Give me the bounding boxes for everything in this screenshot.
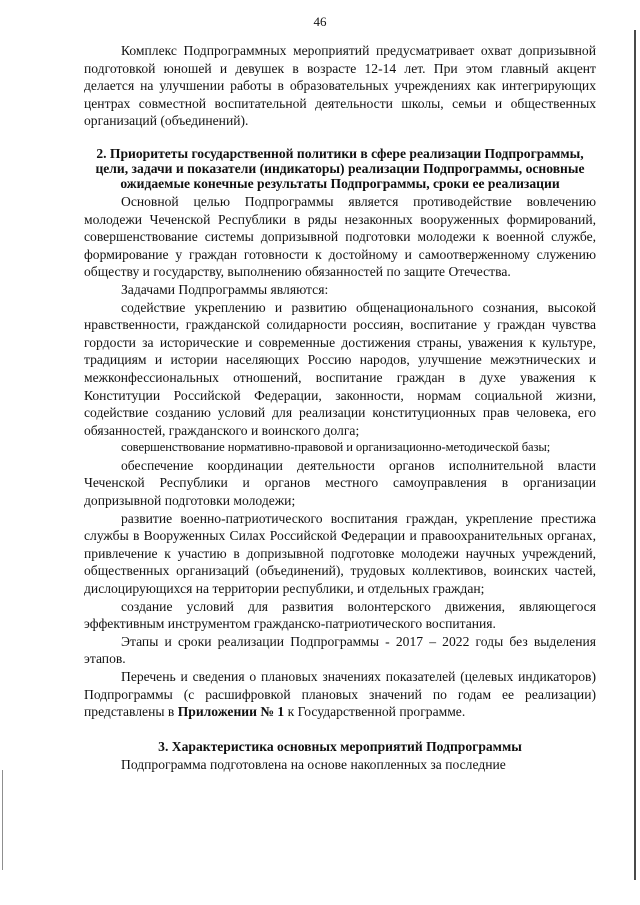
tasks-intro: Задачами Подпрограммы являются: <box>121 281 329 297</box>
task-item-4: развитие военно-патриотического воспитания граждан, укрепление престижа службы в Вооруженных Силах Российской Федерации и правоохранительных органах, привлечение к участию в допризывной подготовке молодежи научных учреждений, общественных организаций (объединений), трудовых коллективов, воинских частей, дислоцирующихся на территории республики, и отдельных граждан; <box>84 510 596 597</box>
task-item-1: содействие укреплению и развитию общенационального сознания, высокой нравственности, гражданской солидарности россиян, воспитание у граждан чувства гордости за исторические и современные достижения страны, уважения к культуре, традициям и истории населяющих Россию народов, улучшение межэтнических и межконфессиональных отношений, воспитание граждан в духе уважения к Конституции Российской Федерации, законности, нормам социальной жизни, содействие созданию условий для реализации конституционных прав человека, его обязанностей, гражданского и воинского долга; <box>84 299 596 438</box>
task-item-2: совершенствование нормативно-правовой и организационно-методической базы; <box>121 440 551 455</box>
task-item-3: обеспечение координации деятельности органов исполнительной власти Чеченской Республики и органов местного самоуправления в организации допризывной подготовки молодежи; <box>84 457 596 509</box>
goal-paragraph: Основной целью Подпрограммы является противодействие вовлечению молодежи Чеченской Республики в ряды незаконных вооруженных формирований, совершенствование системы допризывной подготовки молодежи к военной службе, формирование у граждан готовности к достойному и самоотверженному служению обществу и государству, выполнению обязанностей по защите Отечества. <box>84 193 596 280</box>
page-number: 46 <box>313 14 327 29</box>
indicators-paragraph <box>84 668 596 721</box>
document-body <box>84 42 596 773</box>
appendix-reference: Приложении № 1 <box>177 704 285 720</box>
scan-edge-mark <box>2 770 3 870</box>
scan-edge-line <box>634 30 636 880</box>
section-2-heading: 2. Приоритеты государственной политики в сфере реализации Подпрограммы, цели, задачи и показатели (индикаторы) реализации Подпрограммы, основные ожидаемые конечные результаты Подпрограммы, сроки ее реализации <box>95 145 585 191</box>
stages-paragraph: Этапы и сроки реализации Подпрограммы - 2017 – 2022 годы без выделения этапов. <box>84 633 596 667</box>
section-3-first-line: Подпрограмма подготовлена на основе накопленных за последние <box>121 756 506 772</box>
indicators-text-start: Перечень и сведения о плановых значениях показателей (целевых индикаторов) Подпрограммы (с расшифровкой плановых значений по годам ее реализации) представлены в <box>84 669 596 720</box>
section-3-heading: 3. Характеристика основных мероприятий Подпрограммы <box>158 738 522 754</box>
task-item-5: создание условий для развития волонтерского движения, являющегося эффективным инструментом гражданско-патриотического воспитания. <box>84 598 596 632</box>
intro-paragraph: Комплекс Подпрограммных мероприятий предусматривает охват допризывной подготовкой юношей и девушек в возрасте 12-14 лет. При этом главный акцент делается на улучшении работы в образовательных учреждениях как интегрирующих центрах совместной воспитательной деятельности школы, семьи и общественных организаций (объединений). <box>84 43 596 129</box>
indicators-text-end: к Государственной программе. <box>284 704 466 720</box>
